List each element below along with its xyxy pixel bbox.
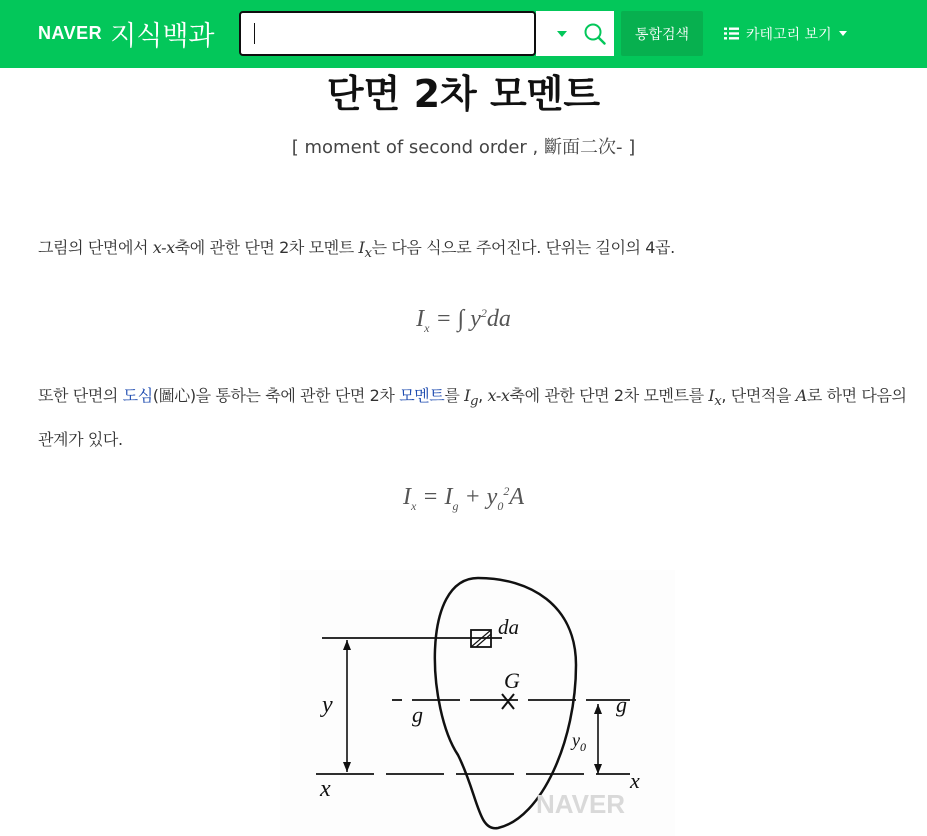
eq-symbol: = I xyxy=(422,484,453,510)
eq-superscript: 2 xyxy=(503,484,510,498)
eq-subscript: g xyxy=(452,498,459,513)
equation-moment-of-inertia xyxy=(0,306,927,336)
eq-subscript: x xyxy=(424,320,430,335)
text-segment: (圖心)을 통하는 축에 관한 단면 2차 xyxy=(152,386,400,405)
variable-x-x: x-x xyxy=(487,386,510,405)
variable-a: A xyxy=(795,386,807,405)
eq-differential: da xyxy=(486,306,511,332)
category-menu-label: 카테고리 보기 xyxy=(746,26,832,43)
label-centroid-g: G xyxy=(504,668,520,693)
variable-i: I xyxy=(358,238,365,257)
search-tools xyxy=(536,11,614,56)
eq-symbol: + y xyxy=(458,484,498,510)
category-menu-button[interactable] xyxy=(724,11,847,56)
top-navigation-bar xyxy=(0,0,927,68)
paragraph-parallel-axis xyxy=(38,377,918,459)
article-subtitle: [ moment of second order , 斷面二次- ] xyxy=(291,137,636,158)
paragraph-definition xyxy=(38,229,918,273)
text-segment: 는 다음 식으로 주어진다. 단위는 길이의 4곱. xyxy=(371,238,675,257)
label-y0: $y_0$ xyxy=(572,730,586,754)
centroid-link[interactable]: 도심 xyxy=(122,386,153,405)
moment-link[interactable]: 모멘트 xyxy=(399,386,445,405)
service-name: 지식백과 xyxy=(110,20,215,52)
search-input[interactable] xyxy=(239,11,536,56)
label-g-right: g xyxy=(616,692,627,717)
label-x-right: x xyxy=(630,768,640,793)
variable-x-x: x-x xyxy=(152,238,175,257)
subscript-x: x xyxy=(364,246,372,262)
naver-watermark: NAVER xyxy=(536,789,626,819)
eq-integral: = ∫ y xyxy=(435,306,481,332)
text-segment: 또한 단면의 xyxy=(38,386,123,405)
integrated-search-button[interactable]: 통합검색 xyxy=(621,11,703,56)
eq-subscript: x xyxy=(410,498,417,513)
text-segment: 그림의 단면에서 xyxy=(38,238,153,257)
naver-logo-text: NAVER xyxy=(38,22,103,43)
text-segment: , 단면적을 xyxy=(721,386,796,405)
text-segment: 로 하면 다음의 관계가 있다. xyxy=(38,386,907,450)
text-segment: 축에 관한 단면 2차 모멘트를 xyxy=(509,386,709,405)
variable-i: I xyxy=(708,386,715,405)
chevron-down-icon xyxy=(839,31,847,36)
article-title: 단면 2차 모멘트 xyxy=(326,72,601,116)
eq-symbol: A xyxy=(509,484,525,510)
subscript-x: x xyxy=(714,394,722,410)
list-icon xyxy=(724,27,739,40)
eq-symbol: I xyxy=(402,484,411,510)
text-segment: 를 xyxy=(444,386,465,405)
text-segment: 축에 관한 단면 2차 모멘트 xyxy=(174,238,359,257)
variable-i: I xyxy=(464,386,471,405)
naver-dictionary-logo[interactable] xyxy=(38,16,215,50)
label-da: da xyxy=(498,615,519,639)
eq-superscript: 2 xyxy=(480,306,487,320)
label-g-left: g xyxy=(412,702,423,727)
eq-subscript: 0 xyxy=(497,498,504,513)
text-cursor xyxy=(254,23,255,44)
subscript-g: g xyxy=(470,394,479,410)
eq-symbol: I xyxy=(416,306,425,332)
search-icon[interactable] xyxy=(584,23,606,45)
autocomplete-toggle-icon[interactable] xyxy=(557,31,567,37)
label-y: y xyxy=(322,692,333,718)
equation-parallel-axis xyxy=(0,484,927,514)
label-x-left: x xyxy=(320,776,331,802)
cross-section-diagram[interactable] xyxy=(280,570,675,836)
text-segment: , xyxy=(478,386,488,405)
